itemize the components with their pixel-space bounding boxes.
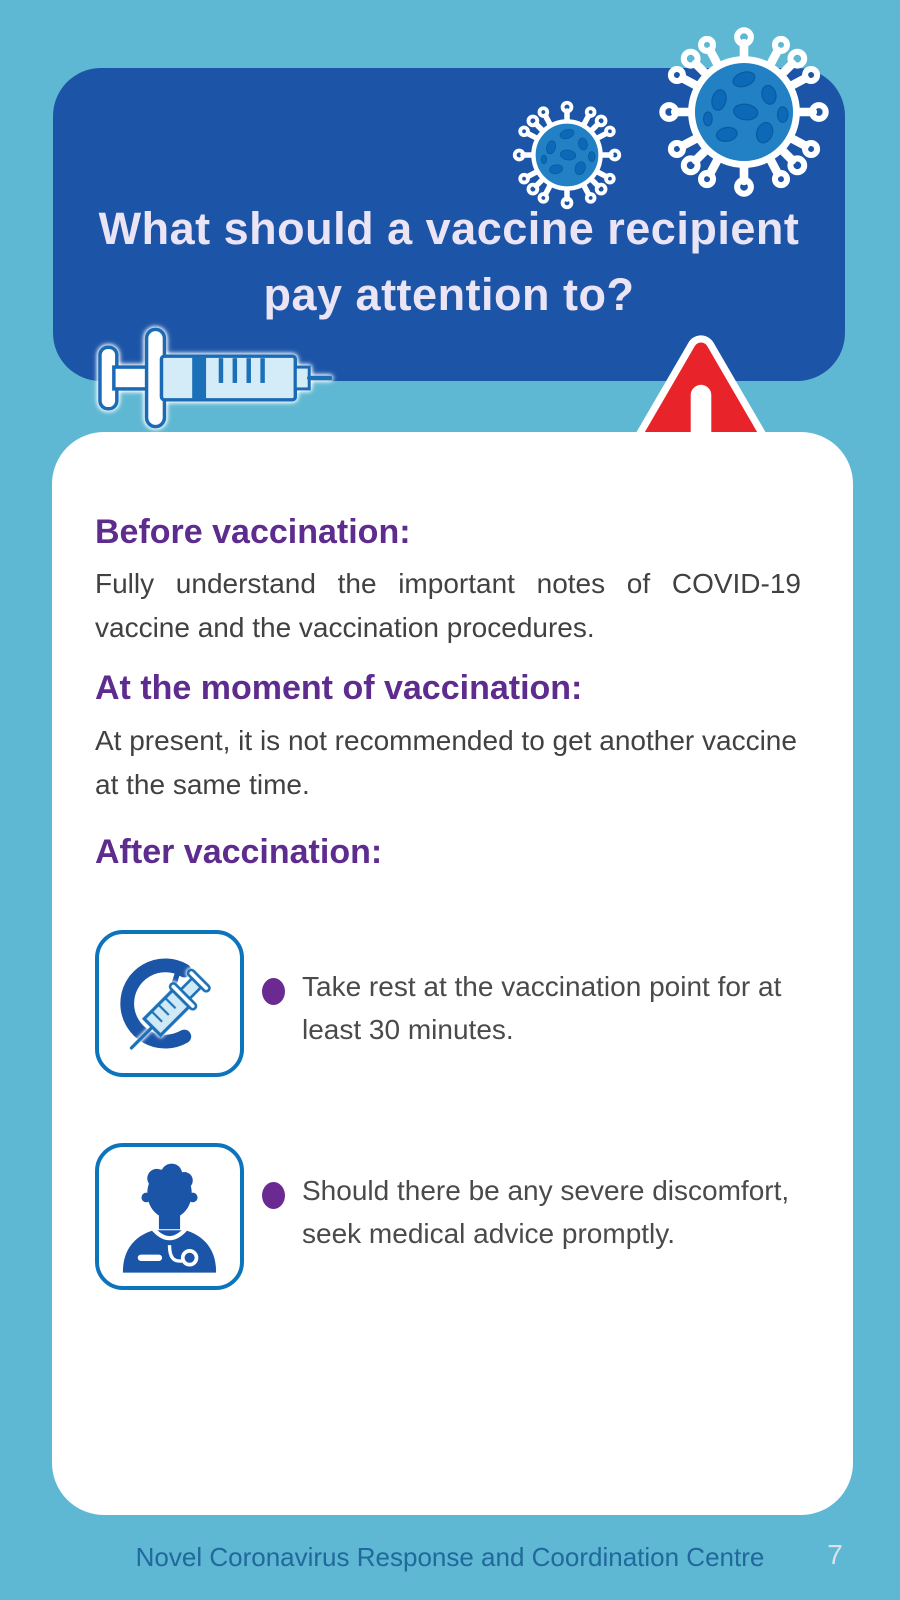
section-heading-after: After vaccination:	[95, 833, 383, 871]
doctor-icon	[95, 1143, 244, 1290]
coronavirus-icon-large	[658, 26, 830, 198]
section-body-moment: At present, it is not recommended to get another vaccine at the same time.	[95, 725, 797, 800]
content-card	[52, 432, 853, 1515]
clock-syringe-glyph	[105, 940, 234, 1067]
coronavirus-icon-small	[512, 100, 622, 210]
doctor-glyph	[105, 1153, 234, 1280]
section-body-before: Fully understand the important notes of COVID-19 vaccine and the vaccination procedures.	[95, 568, 801, 643]
syringe-icon	[96, 322, 334, 434]
bullet-point	[262, 1182, 285, 1209]
page-number: 7	[827, 1539, 843, 1570]
bullet-point	[262, 978, 285, 1005]
page-title	[53, 196, 845, 328]
page-title-line2: pay attention to?	[263, 269, 635, 320]
clock-syringe-icon	[95, 930, 244, 1077]
footer-organization: Novel Coronavirus Response and Coordination Centre	[135, 1542, 765, 1572]
section-heading-before: Before vaccination:	[95, 513, 411, 551]
after-item-rest: Take rest at the vaccination point for at least 30 minutes.	[302, 971, 782, 1045]
page-title-line1: What should a vaccine recipient	[98, 203, 800, 254]
section-heading-moment: At the moment of vaccination:	[95, 669, 583, 707]
after-item-discomfort: Should there be any severe discomfort, seek medical advice promptly.	[302, 1175, 790, 1249]
